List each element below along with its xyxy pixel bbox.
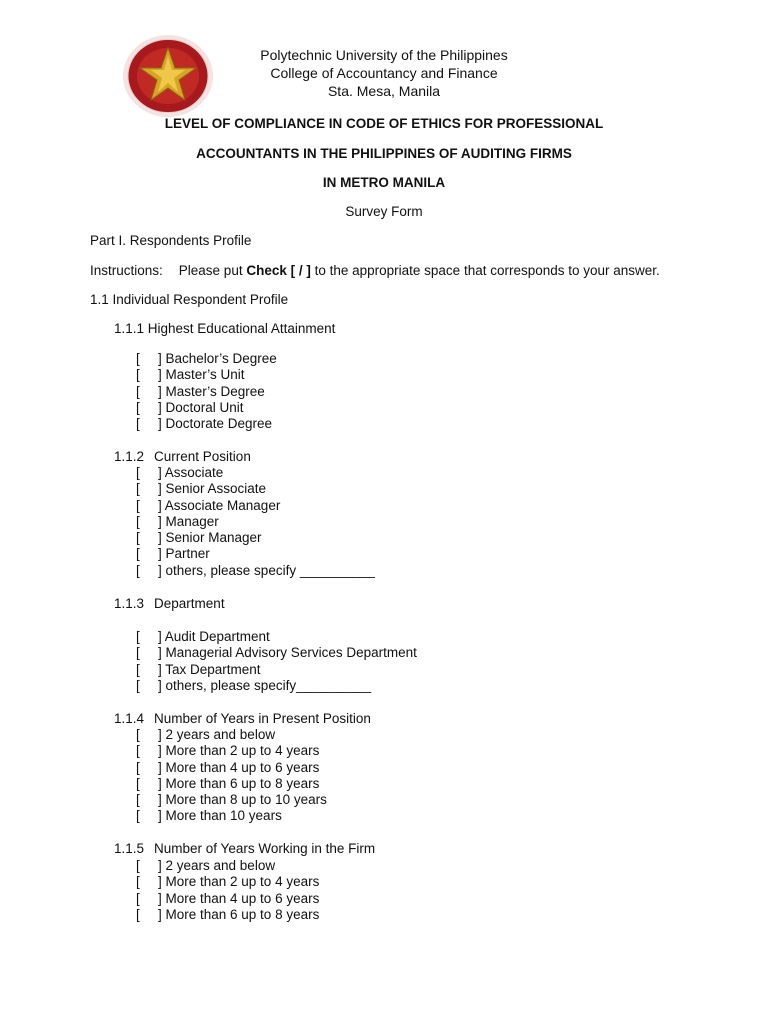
option-item[interactable]: [ ] More than 6 up to 8 years <box>136 906 320 922</box>
university-name: Polytechnic University of the Philippines <box>260 47 508 63</box>
instructions-check-mark: Check [ / ] <box>246 263 311 278</box>
question-text: Number of Years in Present Position <box>154 711 371 726</box>
option-item[interactable]: [ ] others, please specify__________ <box>136 677 372 693</box>
option-item[interactable]: [ ] others, please specify __________ <box>136 562 375 578</box>
question-text: Department <box>154 596 225 611</box>
option-item[interactable]: [ ] Associate <box>136 465 224 480</box>
option-item[interactable]: [ ] More than 6 up to 8 years <box>136 775 320 791</box>
option-item[interactable]: [ ] Associate Manager <box>136 497 281 513</box>
option-item[interactable]: [ ] More than 10 years <box>136 808 282 824</box>
instructions-text-end: to the appropriate space that corresponds to your answer. <box>310 263 660 278</box>
option-item[interactable]: [ ] Master’s Degree <box>136 383 265 399</box>
document-title-line-1: LEVEL OF COMPLIANCE IN CODE OF ETHICS FOR PROFESSIONAL <box>164 116 604 131</box>
option-item[interactable]: [ ] More than 4 up to 6 years <box>136 759 320 775</box>
college-name: College of Accountancy and Finance <box>270 65 498 81</box>
option-list <box>136 465 375 579</box>
option-item[interactable]: [ ] Senior Associate <box>136 481 267 497</box>
option-item[interactable]: [ ] Doctoral Unit <box>136 399 244 415</box>
instructions <box>90 263 660 278</box>
option-item[interactable]: [ ] Manager <box>136 513 219 529</box>
option-item[interactable]: [ ] 2 years and below <box>136 727 276 742</box>
question-title <box>114 596 225 611</box>
option-list <box>136 629 417 694</box>
question-number: 1.1.3 <box>114 596 145 611</box>
question-number: 1.1.2 <box>114 449 145 464</box>
option-item[interactable]: [ ] Bachelor’s Degree <box>136 351 277 366</box>
question-text: Current Position <box>154 449 251 464</box>
option-item[interactable]: [ ] Master’s Unit <box>136 367 245 383</box>
option-item[interactable]: [ ] Doctorate Degree <box>136 416 273 432</box>
option-item[interactable]: [ ] Managerial Advisory Services Department <box>136 645 417 661</box>
instructions-label: Instructions: <box>90 263 163 278</box>
option-list <box>136 858 319 923</box>
instructions-text: Please put <box>178 263 247 278</box>
option-item[interactable]: [ ] More than 8 up to 10 years <box>136 792 327 808</box>
section-heading: 1.1 Individual Respondent Profile <box>90 292 289 307</box>
question-title <box>114 841 375 856</box>
question-number: 1.1.5 <box>114 841 145 856</box>
form-subtitle: Survey Form <box>345 204 423 219</box>
option-item[interactable]: [ ] More than 4 up to 6 years <box>136 890 320 906</box>
question-title <box>114 711 371 726</box>
option-item[interactable]: [ ] More than 2 up to 4 years <box>136 743 320 759</box>
document-title-line-3: IN METRO MANILA <box>322 175 446 190</box>
question-number: 1.1.4 <box>114 711 145 726</box>
document-title-line-2: ACCOUNTANTS IN THE PHILIPPINES OF AUDITING FIRMS <box>196 146 572 161</box>
option-item[interactable]: [ ] Tax Department <box>136 661 261 677</box>
question-title <box>114 449 251 464</box>
option-item[interactable]: [ ] Audit Department <box>136 629 270 644</box>
question-title: 1.1.1 Highest Educational Attainment <box>114 321 336 336</box>
campus-location: Sta. Mesa, Manila <box>327 83 441 99</box>
option-list <box>136 351 277 432</box>
option-item[interactable]: [ ] More than 2 up to 4 years <box>136 874 320 890</box>
option-item[interactable]: [ ] 2 years and below <box>136 858 276 873</box>
part-heading: Part I. Respondents Profile <box>90 233 252 248</box>
option-list <box>136 727 327 825</box>
option-item[interactable]: [ ] Partner <box>136 546 210 562</box>
option-item[interactable]: [ ] Senior Manager <box>136 530 262 546</box>
question-text: Number of Years Working in the Firm <box>154 841 376 856</box>
